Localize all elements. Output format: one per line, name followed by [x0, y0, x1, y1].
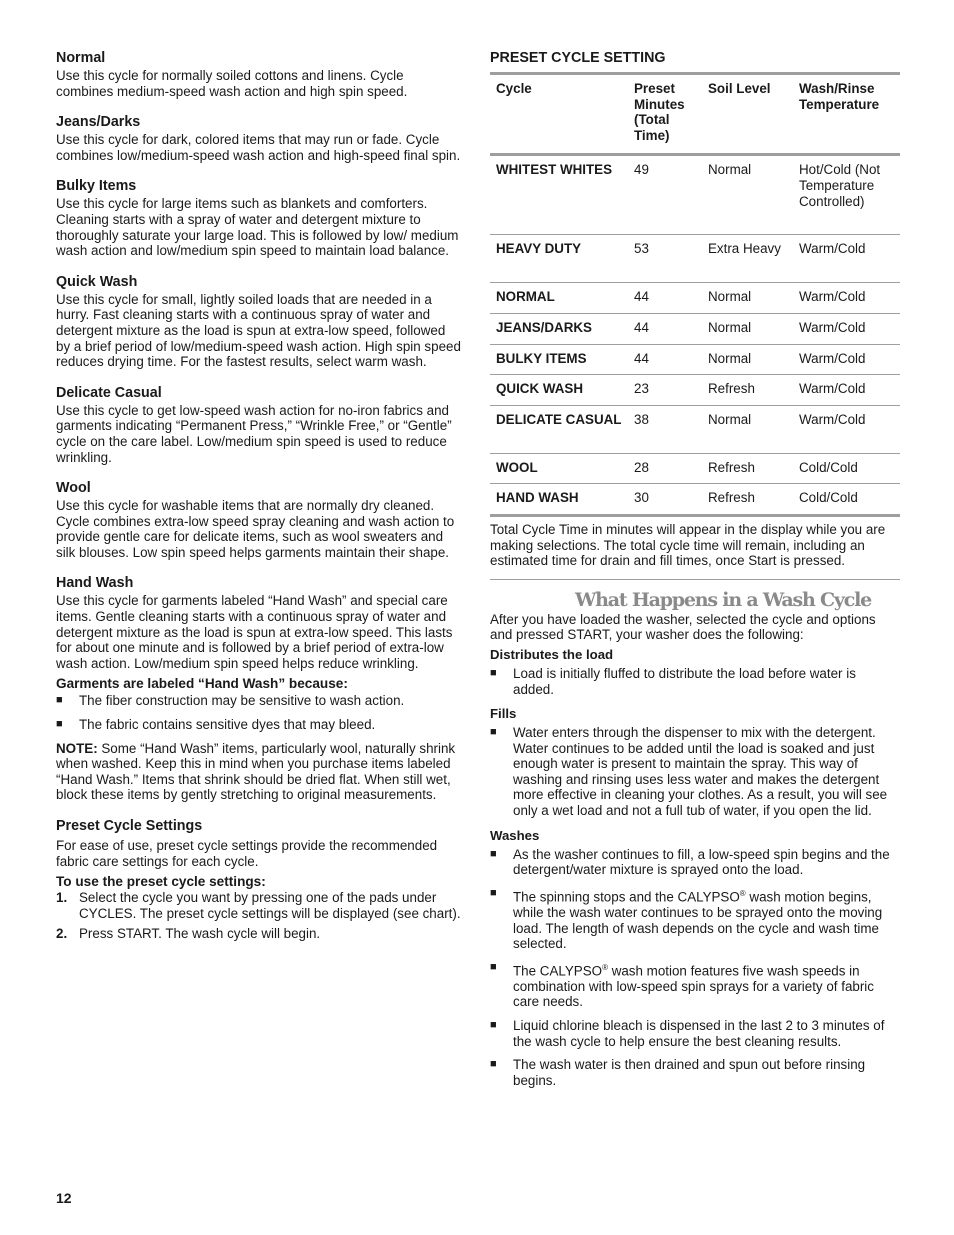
delicate-heading: Delicate Casual [56, 384, 162, 401]
step-item [56, 890, 462, 921]
table-cell: 49 [628, 155, 702, 235]
section-title: What Happens in a Wash Cycle [575, 588, 872, 611]
table-row [490, 484, 900, 516]
preset-steps [56, 890, 462, 942]
table-row [490, 405, 900, 453]
step-text: Press START. The wash cycle will begin. [79, 926, 321, 942]
table-row [490, 155, 900, 235]
list-item: ■ The wash water is then drained and spun out before rinsing begins. [490, 1057, 900, 1088]
table-cell: 44 [628, 283, 702, 314]
table-cell: Warm/Cold [793, 313, 900, 344]
quick-heading: Quick Wash [56, 273, 138, 290]
jeans-heading: Jeans/Darks [56, 114, 141, 131]
divider [490, 579, 900, 580]
page-number: 12 [56, 1190, 72, 1206]
washes-list [490, 847, 900, 1089]
preset-section [56, 818, 462, 942]
table-cell: Warm/Cold [793, 405, 900, 453]
note-label: NOTE: [56, 740, 98, 756]
fills-list [490, 725, 900, 819]
table-cell: Warm/Cold [793, 375, 900, 406]
table-cell: Normal [702, 155, 793, 235]
table-cell: Hot/Cold (Not Temperature Controlled) [793, 155, 900, 235]
bulky-section [56, 178, 462, 258]
wool-section [56, 480, 462, 560]
table-cell: Refresh [708, 490, 755, 506]
jeans-description: Use this cycle for dark, colored items that may run or fade. Cycle combines low/medium-speed wash action and high-speed final spin. [56, 132, 461, 163]
table-cell: Extra Heavy [702, 235, 793, 283]
table-cell: Cold/Cold [799, 490, 858, 506]
table-cell: Normal [702, 344, 793, 375]
table-cell: 28 [628, 453, 702, 484]
list-item: ■ Load is initially fluffed to distribute the load before water is added. [490, 666, 900, 697]
list-item: ■ The fabric contains sensitive dyes that may bleed. [56, 717, 462, 733]
bullet-text: wash motion features five wash speeds in combination with low-speed spin sprays for a variety of fabric care needs. [513, 963, 874, 1010]
table-cell: Normal [702, 405, 793, 453]
preset-cycle-table [490, 72, 900, 517]
wool-heading: Wool [56, 480, 91, 497]
table-cell: QUICK WASH [490, 375, 628, 406]
fills-heading: Fills [490, 706, 517, 722]
bullet-text: The CALYPSO [513, 963, 603, 979]
column-header: Preset Minutes (Total Time) [628, 74, 702, 155]
table-cell: JEANS/DARKS [490, 313, 628, 344]
table-cell: Cold/Cold [793, 453, 900, 484]
quick-section [56, 274, 462, 370]
table-row [490, 375, 900, 406]
column-header: Cycle [490, 74, 628, 155]
preset-howto-heading: To use the preset cycle settings: [56, 874, 266, 890]
table-cell: BULKY ITEMS [490, 344, 628, 375]
preset-heading: Preset Cycle Settings [56, 818, 203, 834]
table-cell: 30 [634, 490, 649, 506]
table-cell: 44 [628, 313, 702, 344]
table-header-row [490, 74, 900, 155]
handwash-because-list [56, 693, 462, 732]
table-cell: 38 [628, 405, 702, 453]
right-column [490, 50, 900, 1088]
step-text: Select the cycle you want by pressing one of the pads under CYCLES. The preset cycle settings will be displayed (see chart). [79, 890, 461, 921]
column-header: Soil Level [702, 74, 793, 155]
table-cell: 44 [628, 344, 702, 375]
distributes-list [490, 666, 900, 697]
list-item [490, 886, 900, 952]
table-cell: WOOL [490, 453, 628, 484]
handwash-description: Use this cycle for garments labeled “Hand Wash” and special care items. Gentle cleaning starts with a continuous spray of water and detergent mixture as the load is spun at extra-low speed. This lasts for about one minute and is followed by a brief period of extra-low wash action. Low/medium spin speed helps reduce wrinkling. [56, 593, 453, 671]
table-cell: HEAVY DUTY [490, 235, 628, 283]
note-text: Some “Hand Wash” items, particularly wool, naturally shrink when washed. Keep this in mind when you purchase items labeled “Hand Wash.” Items that shrink should be dried flat. When still wet, block these items by gently stretching to original measurements. [56, 740, 456, 803]
table-title: PRESET CYCLE SETTING [490, 50, 666, 66]
table-cell: DELICATE CASUAL [490, 405, 628, 453]
delicate-section [56, 385, 462, 465]
washes-heading: Washes [490, 827, 540, 843]
table-row [490, 235, 900, 283]
list-item: ■ As the washer continues to fill, a low-speed spin begins and the detergent/water mixture is sprayed onto the load. [490, 847, 900, 878]
bullet-text: wash motion begins, while the wash water continues to be sprayed onto the moving load. The length of wash depends on the cycle and wash time selected. [513, 889, 883, 952]
bulky-description: Use this cycle for large items such as blankets and comforters. Cleaning starts with a spray of water and detergent mixture to thoroughly saturate your large load. This is followed by low/ medium wash action and low/medium spin speed to maintain load balance. [56, 196, 459, 259]
handwash-note [56, 741, 462, 803]
table-row [490, 453, 900, 484]
registered-mark: ® [739, 888, 746, 898]
handwash-because-heading: Garments are labeled “Hand Wash” because: [56, 676, 348, 692]
table-cell: 23 [628, 375, 702, 406]
table-cell: Normal [702, 313, 793, 344]
table-cell: Refresh [702, 453, 793, 484]
jeans-section [56, 114, 462, 163]
step-number: 2. [56, 926, 68, 942]
left-column [56, 50, 462, 942]
table-note: Total Cycle Time in minutes will appear in the display while you are making selections. The total cycle time will remain, including an estimated time for drain and fill times, once Start is pressed. [490, 521, 886, 569]
distributes-heading: Distributes the load [490, 646, 614, 662]
wash-cycle-intro: After you have loaded the washer, selected the cycle and options and pressed START, your washer does the following: [490, 611, 876, 643]
step-item [56, 926, 462, 942]
list-item: ■ Water enters through the dispenser to mix with the detergent. Water continues to be added until the load is soaked and just enough water is present to maintain the spray. This way of washing and rinsing uses less water and makes the detergent more effective in cleaning your clothes. As a result, you will see only a wet load and not a full tub of water, if you open the lid. [490, 725, 900, 819]
registered-mark: ® [602, 962, 608, 972]
preset-description: For ease of use, preset cycle settings provide the recommended fabric care settings for each cycle. [56, 838, 438, 869]
step-number: 1. [56, 890, 68, 906]
table-row [490, 313, 900, 344]
list-item: ■ Liquid chlorine bleach is dispensed in the last 2 to 3 minutes of the wash cycle to help ensure the best cleaning results. [490, 1018, 900, 1049]
quick-description: Use this cycle for small, lightly soiled loads that are needed in a hurry. Fast cleaning starts with a continuous spray of water and detergent mixture as the load is spun at extra-low speed, followed by a brief period of low/medium-speed wash action. High spin speed reduces drying time. For the fastest results, select warm wash. [56, 291, 461, 370]
normal-heading: Normal [56, 50, 106, 66]
table-cell: Warm/Cold [793, 344, 900, 375]
handwash-section [56, 575, 462, 803]
list-item: ■ The fiber construction may be sensitive to wash action. [56, 693, 462, 709]
normal-description: Use this cycle for normally soiled cottons and linens. Cycle combines medium-speed wash action and high spin speed. [56, 68, 408, 99]
table-cell: HAND WASH [496, 490, 579, 506]
bulky-heading: Bulky Items [56, 178, 137, 195]
table-cell: WHITEST WHITES [490, 155, 628, 235]
wool-description: Use this cycle for washable items that are normally dry cleaned. Cycle combines extra-low speed spray cleaning and wash action to provide gentle care for delicate items, such as wool sweaters and silk blouses. Low spin speed helps garments maintain their shape. [56, 498, 455, 560]
table-row [490, 344, 900, 375]
delicate-description: Use this cycle to get low-speed wash action for no-iron fabrics and garments indicating “Permanent Press,” “Wrinkle Free,” or “Gentle” cycle on the care label. Low/medium spin speed is used to reduce wrinkling. [56, 402, 452, 465]
table-cell: 53 [628, 235, 702, 283]
table-cell: Normal [702, 283, 793, 314]
table-cell: Refresh [702, 375, 793, 406]
handwash-heading: Hand Wash [56, 575, 134, 592]
column-header: Wash/Rinse Temperature [793, 74, 900, 155]
table-cell: Warm/Cold [793, 283, 900, 314]
table-cell: Warm/Cold [793, 235, 900, 283]
normal-section [56, 50, 462, 99]
bullet-text: The spinning stops and the CALYPSO [513, 889, 740, 905]
table-cell: NORMAL [490, 283, 628, 314]
list-item [490, 960, 900, 1010]
table-row [490, 283, 900, 314]
